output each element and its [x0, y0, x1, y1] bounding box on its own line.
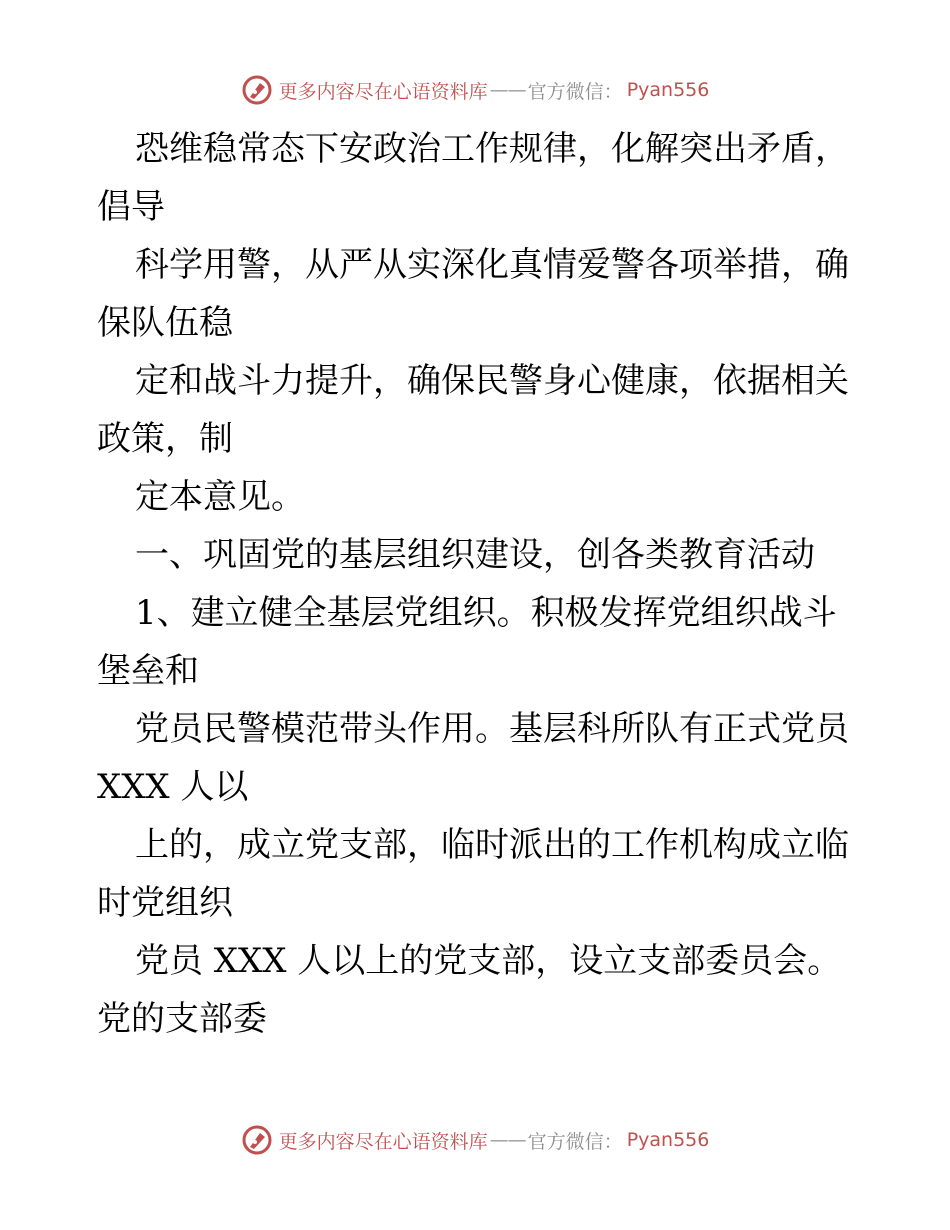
watermark-wechat-label: 官方微信： — [527, 1130, 623, 1153]
section-heading: 一、巩固党的基层组织建设，创各类教育活动 — [135, 535, 815, 575]
footer-watermark — [0, 1120, 950, 1160]
watermark-separator: —— — [489, 1129, 526, 1151]
paragraph: 科学用警，从严从实深化真情爱警各项举措，确保队伍稳 — [97, 245, 849, 343]
paragraph: 定和战斗力提升，确保民警身心健康，依据相关政策，制 — [97, 361, 849, 459]
watermark-text: 更多内容尽在心语资料库 — [278, 1130, 488, 1153]
paragraph: 党员民警模范带头作用。基层科所队有正式党员 XXX 人以 — [97, 709, 849, 807]
watermark-text: 更多内容尽在心语资料库 — [278, 80, 488, 103]
watermark-wechat-label: 官方微信： — [527, 80, 623, 103]
header-watermark — [0, 70, 950, 110]
pen-nib-logo-icon — [241, 74, 273, 106]
watermark-wechat-id: Pyan556 — [626, 79, 710, 101]
paragraph: 恐维稳常态下安政治工作规律，化解突出矛盾，倡导 — [97, 129, 849, 227]
paragraph: 1、建立健全基层党组织。积极发挥党组织战斗堡垒和 — [97, 593, 837, 691]
paragraph: 党员 XXX 人以上的党支部，设立支部委员会。党的支部委 — [97, 941, 842, 1039]
document-body — [97, 120, 857, 1048]
pen-nib-logo-icon — [241, 1124, 273, 1156]
paragraph: 定本意见。 — [135, 477, 305, 517]
paragraph: 上的，成立党支部，临时派出的工作机构成立临时党组织 — [97, 825, 849, 923]
watermark-wechat-id: Pyan556 — [626, 1129, 710, 1151]
watermark-separator: —— — [489, 79, 526, 101]
